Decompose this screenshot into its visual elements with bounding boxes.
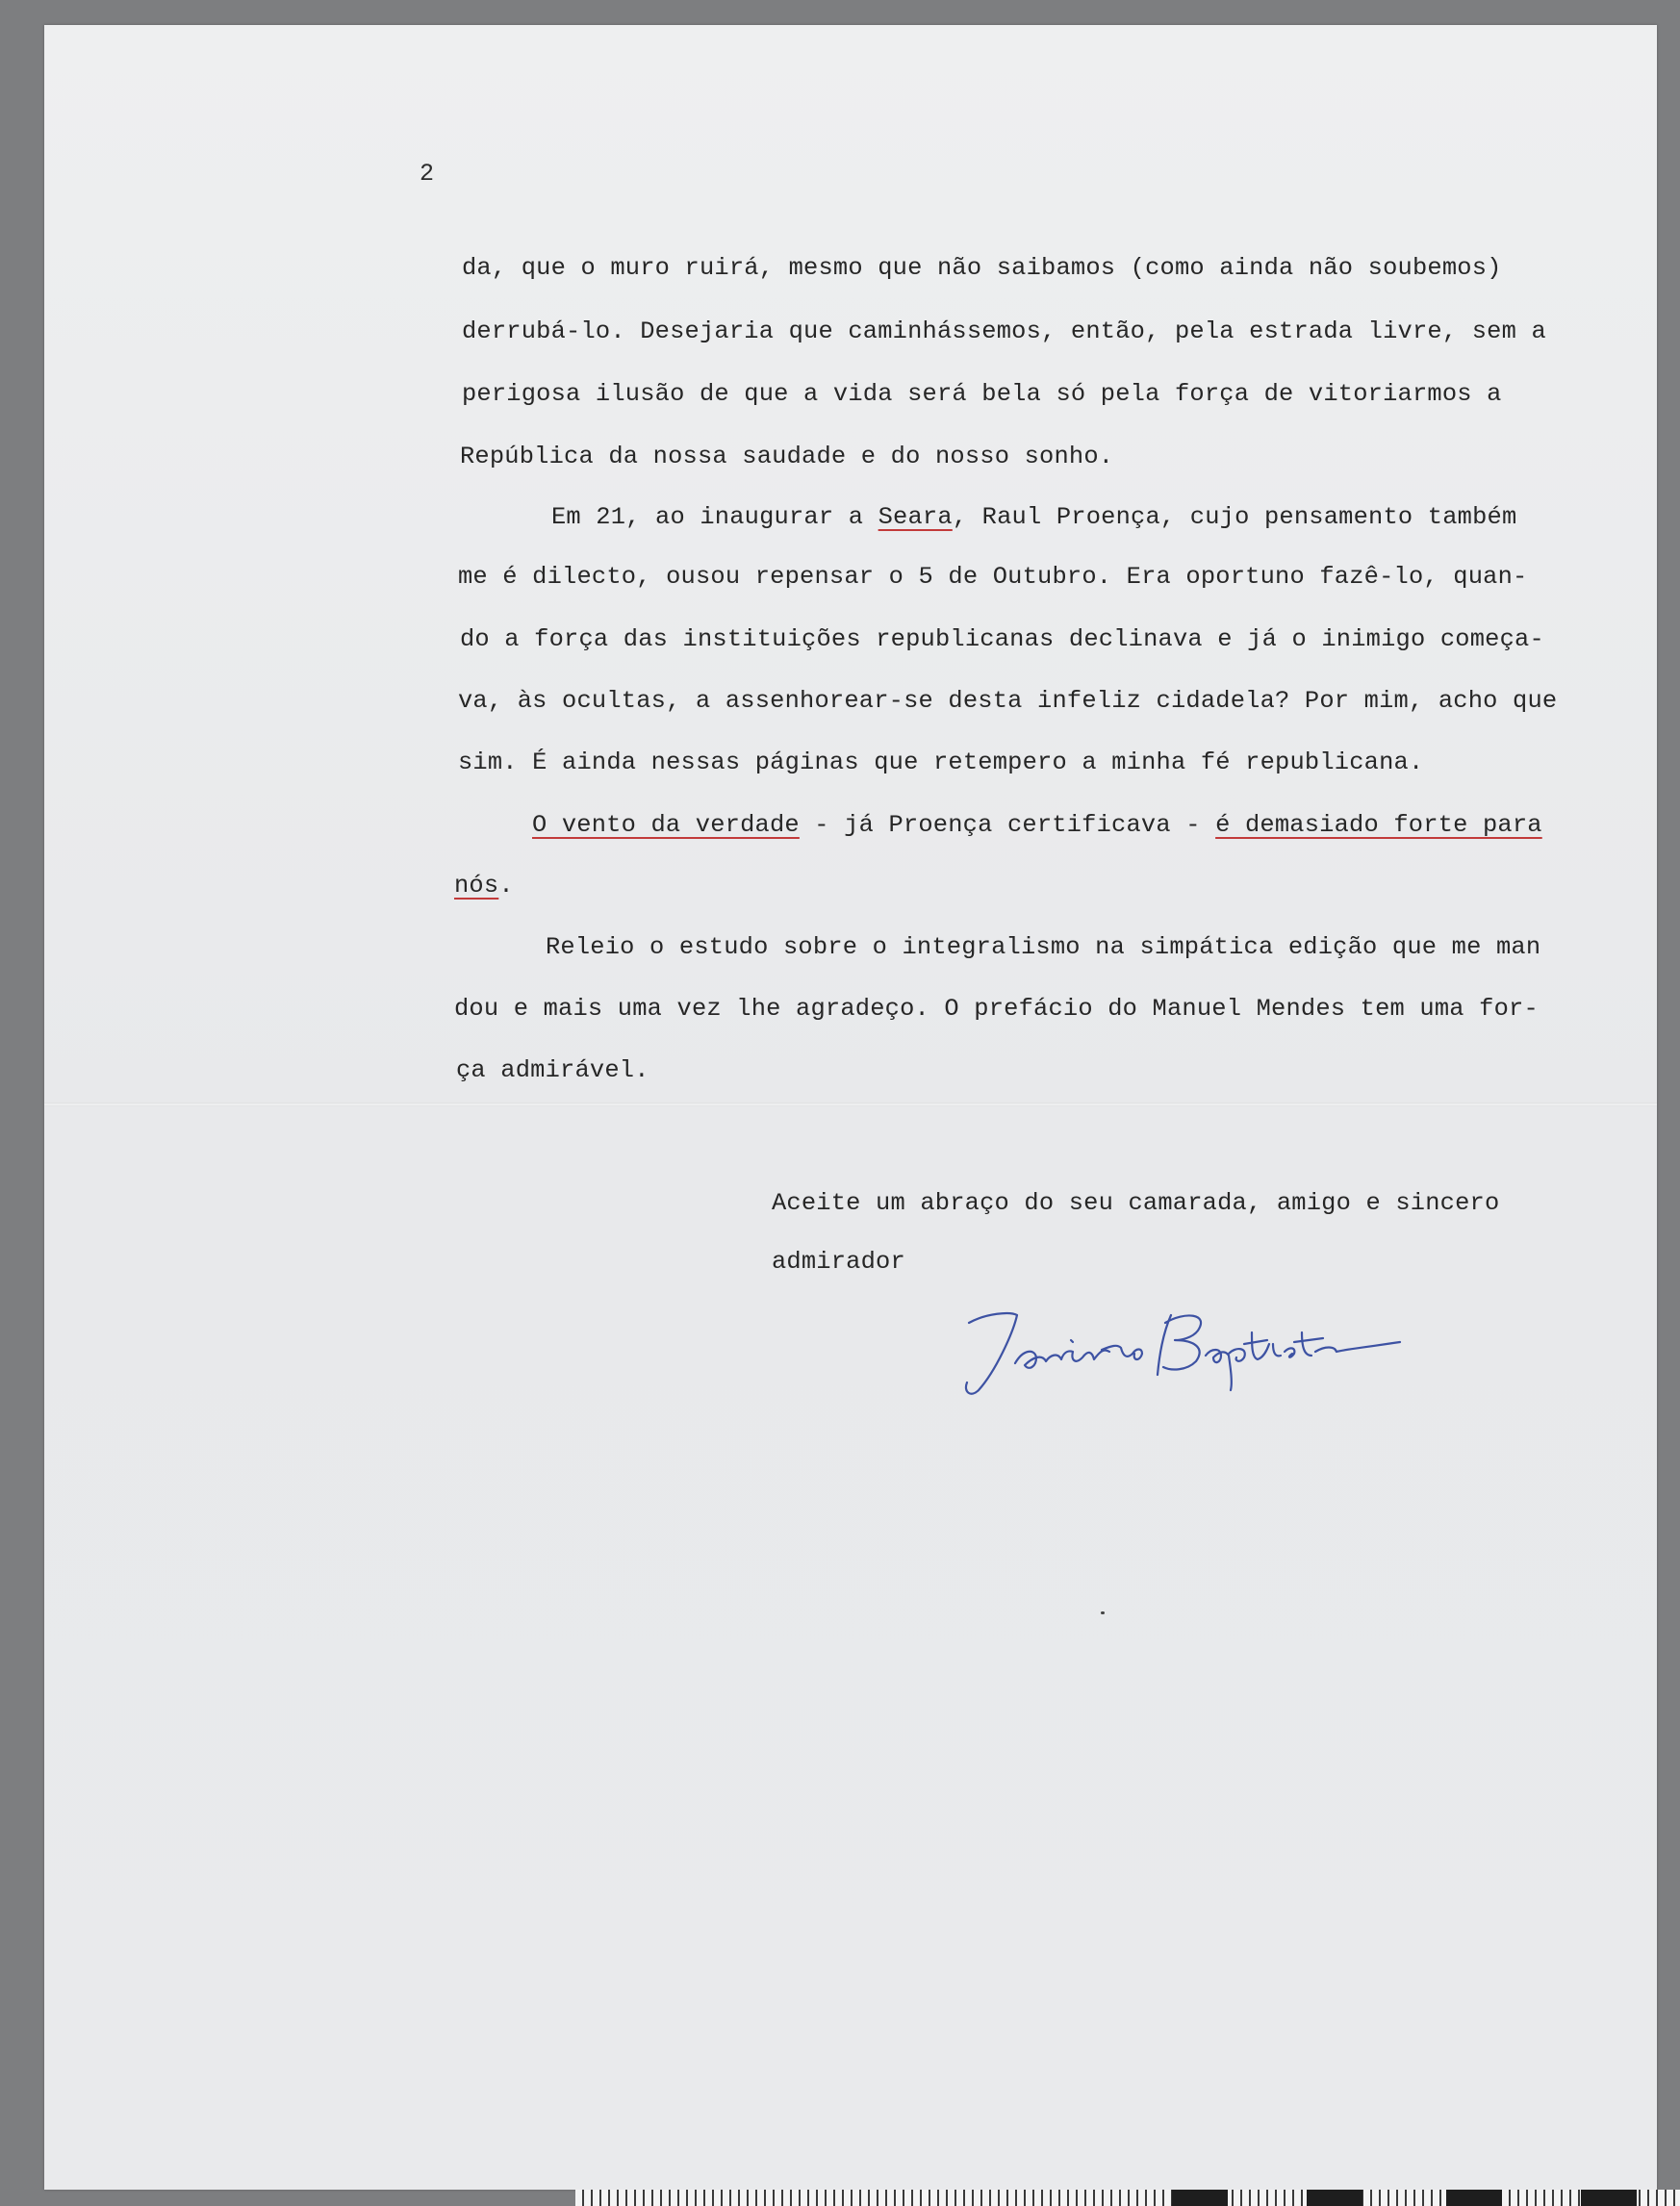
letter-line: [546, 933, 1540, 961]
underlined-text: O vento da verdade: [532, 811, 800, 839]
letter-line: [462, 254, 1502, 282]
letter-page: [44, 25, 1657, 2190]
line-text: da, que o muro ruirá, mesmo que não saibamos (como ainda não soubemos): [462, 254, 1502, 282]
letter-line: [456, 1056, 649, 1084]
letter-line: [460, 443, 1113, 470]
scale-bar-segment: [1581, 2190, 1637, 2206]
line-text: me é dilecto, ousou repensar o 5 de Outubro. Era oportuno fazê-lo, quan-: [458, 563, 1528, 591]
letter-line: [458, 563, 1527, 591]
closing-line: Aceite um abraço do seu camarada, amigo e sincero: [772, 1189, 1500, 1217]
line-text: derrubá-lo. Desejaria que caminhássemos, então, pela estrada livre, sem a: [462, 317, 1546, 345]
line-text: .: [498, 872, 514, 900]
letter-line: [551, 503, 1516, 531]
closing-line: admirador: [772, 1248, 905, 1276]
letter-line: [462, 317, 1546, 345]
letter-line: [454, 995, 1539, 1023]
scale-bar-segment: [1446, 2190, 1502, 2206]
paper-fold: [44, 1103, 1657, 1106]
line-text: dou e mais uma vez lhe agradeço. O prefácio do Manuel Mendes tem uma for-: [454, 995, 1539, 1023]
handwritten-signature: [957, 1294, 1410, 1405]
line-text: ça admirável.: [456, 1056, 649, 1084]
underlined-text: é demasiado forte para: [1215, 811, 1542, 839]
letter-line: [462, 380, 1502, 408]
scale-bar-segment: [1307, 2190, 1362, 2206]
line-text: Em 21, ao inaugurar a: [551, 503, 878, 531]
letter-line: [532, 811, 1542, 839]
ink-mark: [1101, 1611, 1105, 1614]
line-text: do a força das instituições republicanas declinava e já o inimigo começa-: [460, 625, 1544, 653]
line-text: República da nossa saudade e do nosso sonho.: [460, 443, 1114, 470]
page-number: 2: [420, 160, 435, 188]
underlined-text: nós: [454, 872, 499, 900]
line-text: va, às ocultas, a assenhorear-se desta infeliz cidadela? Por mim, acho que: [458, 687, 1558, 715]
line-text: - já Proença certificava -: [799, 811, 1216, 839]
letter-line: [458, 687, 1557, 715]
archival-scale-bar: [575, 2190, 1680, 2206]
letter-line: [460, 625, 1544, 653]
underlined-text: Seara: [878, 503, 953, 531]
letter-line: [454, 872, 514, 900]
line-text: Releio o estudo sobre o integralismo na simpática edição que me man: [546, 933, 1541, 961]
line-text: sim. É ainda nessas páginas que retempero a minha fé republicana.: [458, 748, 1424, 776]
line-text: , Raul Proença, cujo pensamento também: [952, 503, 1517, 531]
scale-bar-segment: [1172, 2190, 1228, 2206]
line-text: perigosa ilusão de que a vida será bela só pela força de vitoriarmos a: [462, 380, 1502, 408]
letter-line: [458, 748, 1423, 776]
